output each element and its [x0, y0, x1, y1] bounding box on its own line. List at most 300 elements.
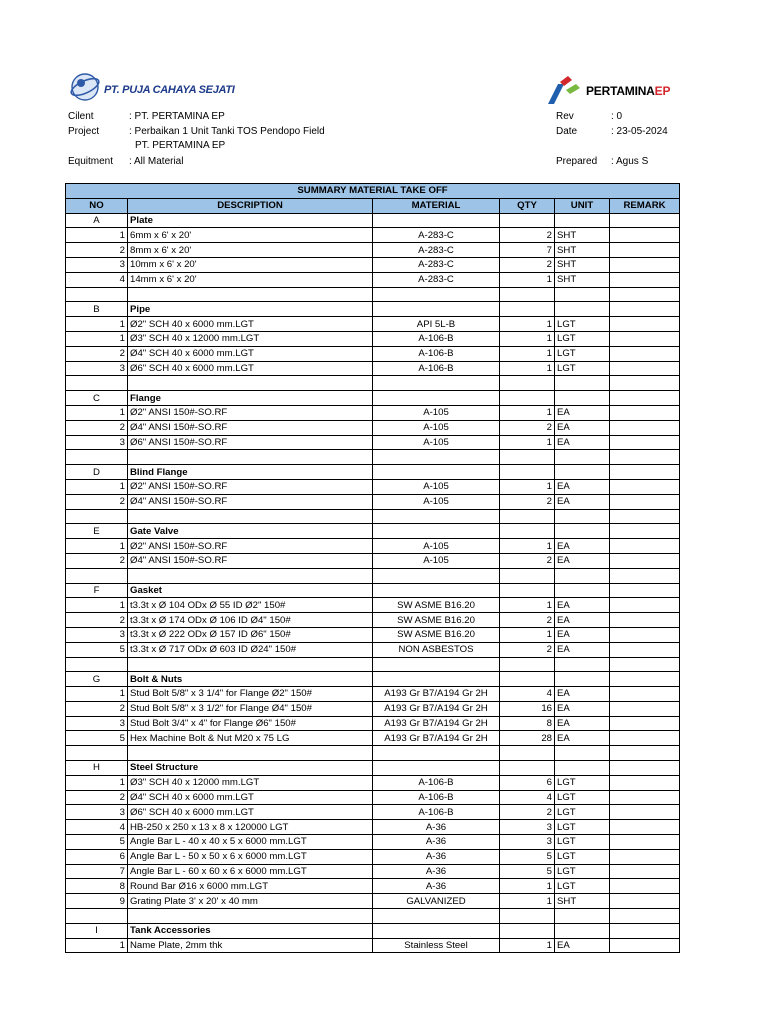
item-unit: EA	[555, 642, 610, 657]
empty-cell	[128, 909, 373, 924]
item-material: A193 Gr B7/A194 Gr 2H	[373, 716, 500, 731]
item-description: Angle Bar L - 40 x 40 x 5 x 6000 mm.LGT	[128, 835, 373, 850]
empty-cell	[555, 287, 610, 302]
item-remark	[610, 479, 680, 494]
item-material: A-106-B	[373, 790, 500, 805]
empty-cell	[373, 376, 500, 391]
empty-cell	[373, 213, 500, 228]
item-no: 2	[66, 701, 128, 716]
date-value: : 23-05-2024	[611, 126, 668, 137]
empty-cell	[555, 746, 610, 761]
section-letter: D	[66, 465, 128, 480]
item-description: HB-250 x 250 x 13 x 8 x 120000 LGT	[128, 820, 373, 835]
table-row	[66, 835, 680, 850]
item-unit: SHT	[555, 228, 610, 243]
item-material: A-105	[373, 435, 500, 450]
item-unit: EA	[555, 435, 610, 450]
col-header-no: NO	[66, 198, 128, 213]
item-material: A-283-C	[373, 272, 500, 287]
item-unit: EA	[555, 731, 610, 746]
item-qty: 5	[500, 864, 555, 879]
item-remark	[610, 894, 680, 909]
section-letter: I	[66, 923, 128, 938]
company-logo	[68, 70, 235, 106]
empty-cell	[373, 287, 500, 302]
item-description: Ø2" ANSI 150#-SO.RF	[128, 479, 373, 494]
item-no: 1	[66, 331, 128, 346]
empty-cell	[610, 923, 680, 938]
item-remark	[610, 435, 680, 450]
pertamina-wordmark: PERTAMINAEP	[586, 84, 671, 98]
item-no: 1	[66, 317, 128, 332]
section-row	[66, 213, 680, 228]
company-globe-icon	[68, 70, 102, 104]
empty-cell	[555, 509, 610, 524]
table-row	[66, 790, 680, 805]
table-row	[66, 257, 680, 272]
section-row	[66, 761, 680, 776]
empty-cell	[128, 568, 373, 583]
item-qty: 1	[500, 346, 555, 361]
empty-cell	[555, 391, 610, 406]
item-description: Ø6" ANSI 150#-SO.RF	[128, 435, 373, 450]
section-name: Gate Valve	[128, 524, 373, 539]
item-qty: 1	[500, 435, 555, 450]
empty-cell	[500, 657, 555, 672]
item-material: A-105	[373, 420, 500, 435]
item-qty: 8	[500, 716, 555, 731]
item-material: A-105	[373, 553, 500, 568]
material-take-off-table	[65, 183, 680, 953]
item-description: Ø4" ANSI 150#-SO.RF	[128, 420, 373, 435]
empty-cell	[373, 391, 500, 406]
item-description: Ø3" SCH 40 x 12000 mm.LGT	[128, 775, 373, 790]
item-remark	[610, 938, 680, 953]
empty-cell	[128, 450, 373, 465]
item-no: 5	[66, 835, 128, 850]
item-qty: 1	[500, 272, 555, 287]
section-name: Bolt & Nuts	[128, 672, 373, 687]
empty-cell	[555, 923, 610, 938]
item-material: GALVANIZED	[373, 894, 500, 909]
item-qty: 2	[500, 642, 555, 657]
item-description: t3.3t x Ø 104 ODx Ø 55 ID Ø2" 150#	[128, 598, 373, 613]
item-qty: 16	[500, 701, 555, 716]
item-unit: LGT	[555, 790, 610, 805]
item-no: 1	[66, 539, 128, 554]
item-description: Ø4" ANSI 150#-SO.RF	[128, 553, 373, 568]
item-unit: EA	[555, 479, 610, 494]
col-header-material: MATERIAL	[373, 198, 500, 213]
item-unit: LGT	[555, 331, 610, 346]
item-description: t3.3t x Ø 222 ODx Ø 157 ID Ø6" 150#	[128, 627, 373, 642]
spacer-row	[66, 287, 680, 302]
project-value-line2: PT. PERTAMINA EP	[135, 140, 226, 151]
empty-cell	[500, 391, 555, 406]
table-row	[66, 331, 680, 346]
item-remark	[610, 553, 680, 568]
empty-cell	[128, 657, 373, 672]
item-material: A-105	[373, 494, 500, 509]
item-description: Ø4" ANSI 150#-SO.RF	[128, 494, 373, 509]
item-description: Hex Machine Bolt & Nut M20 x 75 LG	[128, 731, 373, 746]
table-row	[66, 598, 680, 613]
item-description: Round Bar Ø16 x 6000 mm.LGT	[128, 879, 373, 894]
empty-cell	[555, 657, 610, 672]
empty-cell	[128, 509, 373, 524]
table-row	[66, 346, 680, 361]
item-material: A-36	[373, 879, 500, 894]
item-description: 8mm x 6' x 20'	[128, 243, 373, 258]
item-material: A-105	[373, 405, 500, 420]
item-material: A-36	[373, 849, 500, 864]
item-no: 3	[66, 805, 128, 820]
item-material: A-36	[373, 820, 500, 835]
item-qty: 1	[500, 598, 555, 613]
col-header-qty: QTY	[500, 198, 555, 213]
spacer-row	[66, 509, 680, 524]
item-description: Stud Bolt 5/8" x 3 1/4" for Flange Ø2" 150#	[128, 687, 373, 702]
item-unit: SHT	[555, 894, 610, 909]
empty-cell	[555, 761, 610, 776]
section-row	[66, 923, 680, 938]
item-material: A193 Gr B7/A194 Gr 2H	[373, 701, 500, 716]
item-remark	[610, 849, 680, 864]
empty-cell	[555, 672, 610, 687]
empty-cell	[373, 746, 500, 761]
empty-cell	[610, 287, 680, 302]
project-label: Project	[68, 126, 100, 137]
item-remark	[610, 864, 680, 879]
section-letter: F	[66, 583, 128, 598]
item-no: 5	[66, 642, 128, 657]
table-header-row	[66, 198, 680, 213]
empty-cell	[500, 909, 555, 924]
item-remark	[610, 879, 680, 894]
item-remark	[610, 642, 680, 657]
empty-cell	[555, 909, 610, 924]
item-material: A-105	[373, 539, 500, 554]
table-row	[66, 494, 680, 509]
item-no: 4	[66, 820, 128, 835]
pertamina-logo	[546, 76, 676, 106]
item-material: API 5L-B	[373, 317, 500, 332]
empty-cell	[66, 568, 128, 583]
empty-cell	[610, 213, 680, 228]
item-material: A-106-B	[373, 361, 500, 376]
empty-cell	[500, 746, 555, 761]
section-row	[66, 583, 680, 598]
item-remark	[610, 627, 680, 642]
empty-cell	[66, 657, 128, 672]
item-qty: 4	[500, 687, 555, 702]
item-material: A-106-B	[373, 331, 500, 346]
col-header-unit: UNIT	[555, 198, 610, 213]
empty-cell	[555, 524, 610, 539]
item-unit: EA	[555, 420, 610, 435]
empty-cell	[500, 287, 555, 302]
empty-cell	[610, 909, 680, 924]
empty-cell	[555, 568, 610, 583]
item-description: Ø2" SCH 40 x 6000 mm.LGT	[128, 317, 373, 332]
item-qty: 1	[500, 938, 555, 953]
item-remark	[610, 598, 680, 613]
empty-cell	[500, 583, 555, 598]
empty-cell	[555, 583, 610, 598]
item-unit: LGT	[555, 849, 610, 864]
spacer-row	[66, 657, 680, 672]
item-material: SW ASME B16.20	[373, 613, 500, 628]
project-value: : Perbaikan 1 Unit Tanki TOS Pendopo Field	[129, 126, 325, 137]
item-unit: EA	[555, 405, 610, 420]
item-unit: SHT	[555, 257, 610, 272]
empty-cell	[373, 302, 500, 317]
section-name: Steel Structure	[128, 761, 373, 776]
empty-cell	[66, 909, 128, 924]
empty-cell	[610, 672, 680, 687]
item-qty: 2	[500, 805, 555, 820]
item-description: Ø4" SCH 40 x 6000 mm.LGT	[128, 790, 373, 805]
item-description: Stud Bolt 5/8" x 3 1/2" for Flange Ø4" 150#	[128, 701, 373, 716]
empty-cell	[610, 761, 680, 776]
empty-cell	[555, 213, 610, 228]
item-material: SW ASME B16.20	[373, 598, 500, 613]
item-unit: LGT	[555, 346, 610, 361]
item-description: Grating Plate 3' x 20' x 40 mm	[128, 894, 373, 909]
prepared-label: Prepared	[556, 156, 598, 167]
empty-cell	[610, 465, 680, 480]
empty-cell	[500, 213, 555, 228]
table-row	[66, 272, 680, 287]
item-remark	[610, 687, 680, 702]
section-letter: G	[66, 672, 128, 687]
empty-cell	[610, 746, 680, 761]
item-qty: 1	[500, 317, 555, 332]
item-no: 6	[66, 849, 128, 864]
item-unit: LGT	[555, 864, 610, 879]
col-header-description: DESCRIPTION	[128, 198, 373, 213]
item-material: A-283-C	[373, 257, 500, 272]
table-row	[66, 228, 680, 243]
empty-cell	[500, 761, 555, 776]
item-qty: 1	[500, 331, 555, 346]
item-remark	[610, 361, 680, 376]
item-no: 5	[66, 731, 128, 746]
section-name: Pipe	[128, 302, 373, 317]
table-row	[66, 864, 680, 879]
spacer-row	[66, 568, 680, 583]
item-qty: 1	[500, 361, 555, 376]
prepared-value: : Agus S	[611, 156, 649, 167]
empty-cell	[610, 450, 680, 465]
empty-cell	[500, 302, 555, 317]
item-description: 10mm x 6' x 20'	[128, 257, 373, 272]
item-remark	[610, 716, 680, 731]
table-row	[66, 731, 680, 746]
item-material: A-106-B	[373, 805, 500, 820]
item-remark	[610, 420, 680, 435]
item-unit: LGT	[555, 879, 610, 894]
empty-cell	[610, 509, 680, 524]
item-unit: LGT	[555, 805, 610, 820]
item-description: Ø2" ANSI 150#-SO.RF	[128, 405, 373, 420]
section-row	[66, 524, 680, 539]
item-no: 4	[66, 272, 128, 287]
item-qty: 3	[500, 820, 555, 835]
item-unit: EA	[555, 494, 610, 509]
table-title: SUMMARY MATERIAL TAKE OFF	[66, 184, 680, 199]
item-no: 1	[66, 405, 128, 420]
client-value: : PT. PERTAMINA EP	[129, 111, 225, 122]
item-qty: 5	[500, 849, 555, 864]
item-qty: 1	[500, 627, 555, 642]
table-row	[66, 938, 680, 953]
empty-cell	[373, 524, 500, 539]
empty-cell	[373, 583, 500, 598]
item-description: Ø3" SCH 40 x 12000 mm.LGT	[128, 331, 373, 346]
table-row	[66, 539, 680, 554]
empty-cell	[610, 524, 680, 539]
empty-cell	[500, 524, 555, 539]
empty-cell	[555, 465, 610, 480]
item-no: 3	[66, 627, 128, 642]
item-material: A-283-C	[373, 243, 500, 258]
rev-label: Rev	[556, 111, 574, 122]
section-letter: E	[66, 524, 128, 539]
item-qty: 1	[500, 879, 555, 894]
item-remark	[610, 405, 680, 420]
empty-cell	[373, 509, 500, 524]
item-description: Ø6" SCH 40 x 6000 mm.LGT	[128, 805, 373, 820]
table-row	[66, 642, 680, 657]
pertamina-arrow-icon	[546, 76, 582, 106]
item-remark	[610, 272, 680, 287]
client-label: Cilent	[68, 111, 94, 122]
spacer-row	[66, 376, 680, 391]
table-row	[66, 716, 680, 731]
item-no: 2	[66, 790, 128, 805]
item-no: 1	[66, 598, 128, 613]
item-remark	[610, 243, 680, 258]
empty-cell	[373, 465, 500, 480]
date-label: Date	[556, 126, 578, 137]
item-unit: EA	[555, 539, 610, 554]
item-no: 1	[66, 938, 128, 953]
item-unit: EA	[555, 627, 610, 642]
section-row	[66, 391, 680, 406]
item-remark	[610, 613, 680, 628]
item-material: A193 Gr B7/A194 Gr 2H	[373, 731, 500, 746]
item-unit: EA	[555, 598, 610, 613]
empty-cell	[373, 923, 500, 938]
empty-cell	[610, 391, 680, 406]
item-qty: 1	[500, 479, 555, 494]
item-unit: EA	[555, 938, 610, 953]
item-description: 14mm x 6' x 20'	[128, 272, 373, 287]
empty-cell	[610, 657, 680, 672]
table-row	[66, 361, 680, 376]
empty-cell	[500, 923, 555, 938]
item-unit: SHT	[555, 243, 610, 258]
section-name: Blind Flange	[128, 465, 373, 480]
item-remark	[610, 257, 680, 272]
item-qty: 2	[500, 553, 555, 568]
item-no: 2	[66, 420, 128, 435]
empty-cell	[610, 568, 680, 583]
item-description: Angle Bar L - 60 x 60 x 6 x 6000 mm.LGT	[128, 864, 373, 879]
item-no: 2	[66, 494, 128, 509]
item-qty: 2	[500, 420, 555, 435]
item-no: 2	[66, 553, 128, 568]
item-material: A193 Gr B7/A194 Gr 2H	[373, 687, 500, 702]
equipment-value: : All Material	[129, 156, 184, 167]
item-material: Stainless Steel	[373, 938, 500, 953]
item-description: Name Plate, 2mm thk	[128, 938, 373, 953]
item-no: 1	[66, 228, 128, 243]
table-body	[66, 213, 680, 953]
item-remark	[610, 331, 680, 346]
empty-cell	[128, 376, 373, 391]
empty-cell	[500, 465, 555, 480]
table-title-row	[66, 184, 680, 199]
item-qty: 7	[500, 243, 555, 258]
col-header-remark: REMARK	[610, 198, 680, 213]
item-no: 3	[66, 257, 128, 272]
item-material: A-283-C	[373, 228, 500, 243]
table-row	[66, 775, 680, 790]
table-row	[66, 420, 680, 435]
empty-cell	[373, 657, 500, 672]
empty-cell	[373, 761, 500, 776]
item-remark	[610, 731, 680, 746]
section-row	[66, 302, 680, 317]
item-remark	[610, 820, 680, 835]
item-qty: 2	[500, 257, 555, 272]
item-no: 3	[66, 435, 128, 450]
item-qty: 2	[500, 613, 555, 628]
table-row	[66, 894, 680, 909]
item-qty: 3	[500, 835, 555, 850]
empty-cell	[555, 376, 610, 391]
item-remark	[610, 317, 680, 332]
item-qty: 1	[500, 539, 555, 554]
empty-cell	[610, 302, 680, 317]
item-remark	[610, 775, 680, 790]
item-material: SW ASME B16.20	[373, 627, 500, 642]
item-qty: 4	[500, 790, 555, 805]
company-name: PT. PUJA CAHAYA SEJATI	[104, 84, 235, 96]
item-description: Angle Bar L - 50 x 50 x 6 x 6000 mm.LGT	[128, 849, 373, 864]
section-letter: H	[66, 761, 128, 776]
section-name: Tank Accessories	[128, 923, 373, 938]
item-description: Ø2" ANSI 150#-SO.RF	[128, 539, 373, 554]
empty-cell	[373, 450, 500, 465]
spacer-row	[66, 746, 680, 761]
item-no: 3	[66, 716, 128, 731]
table-row	[66, 879, 680, 894]
section-letter: C	[66, 391, 128, 406]
item-remark	[610, 835, 680, 850]
spacer-row	[66, 909, 680, 924]
item-description: t3.3t x Ø 174 ODx Ø 106 ID Ø4" 150#	[128, 613, 373, 628]
item-unit: EA	[555, 553, 610, 568]
section-row	[66, 465, 680, 480]
spacer-row	[66, 450, 680, 465]
item-unit: EA	[555, 613, 610, 628]
item-material: A-106-B	[373, 775, 500, 790]
item-unit: LGT	[555, 820, 610, 835]
item-material: A-106-B	[373, 346, 500, 361]
